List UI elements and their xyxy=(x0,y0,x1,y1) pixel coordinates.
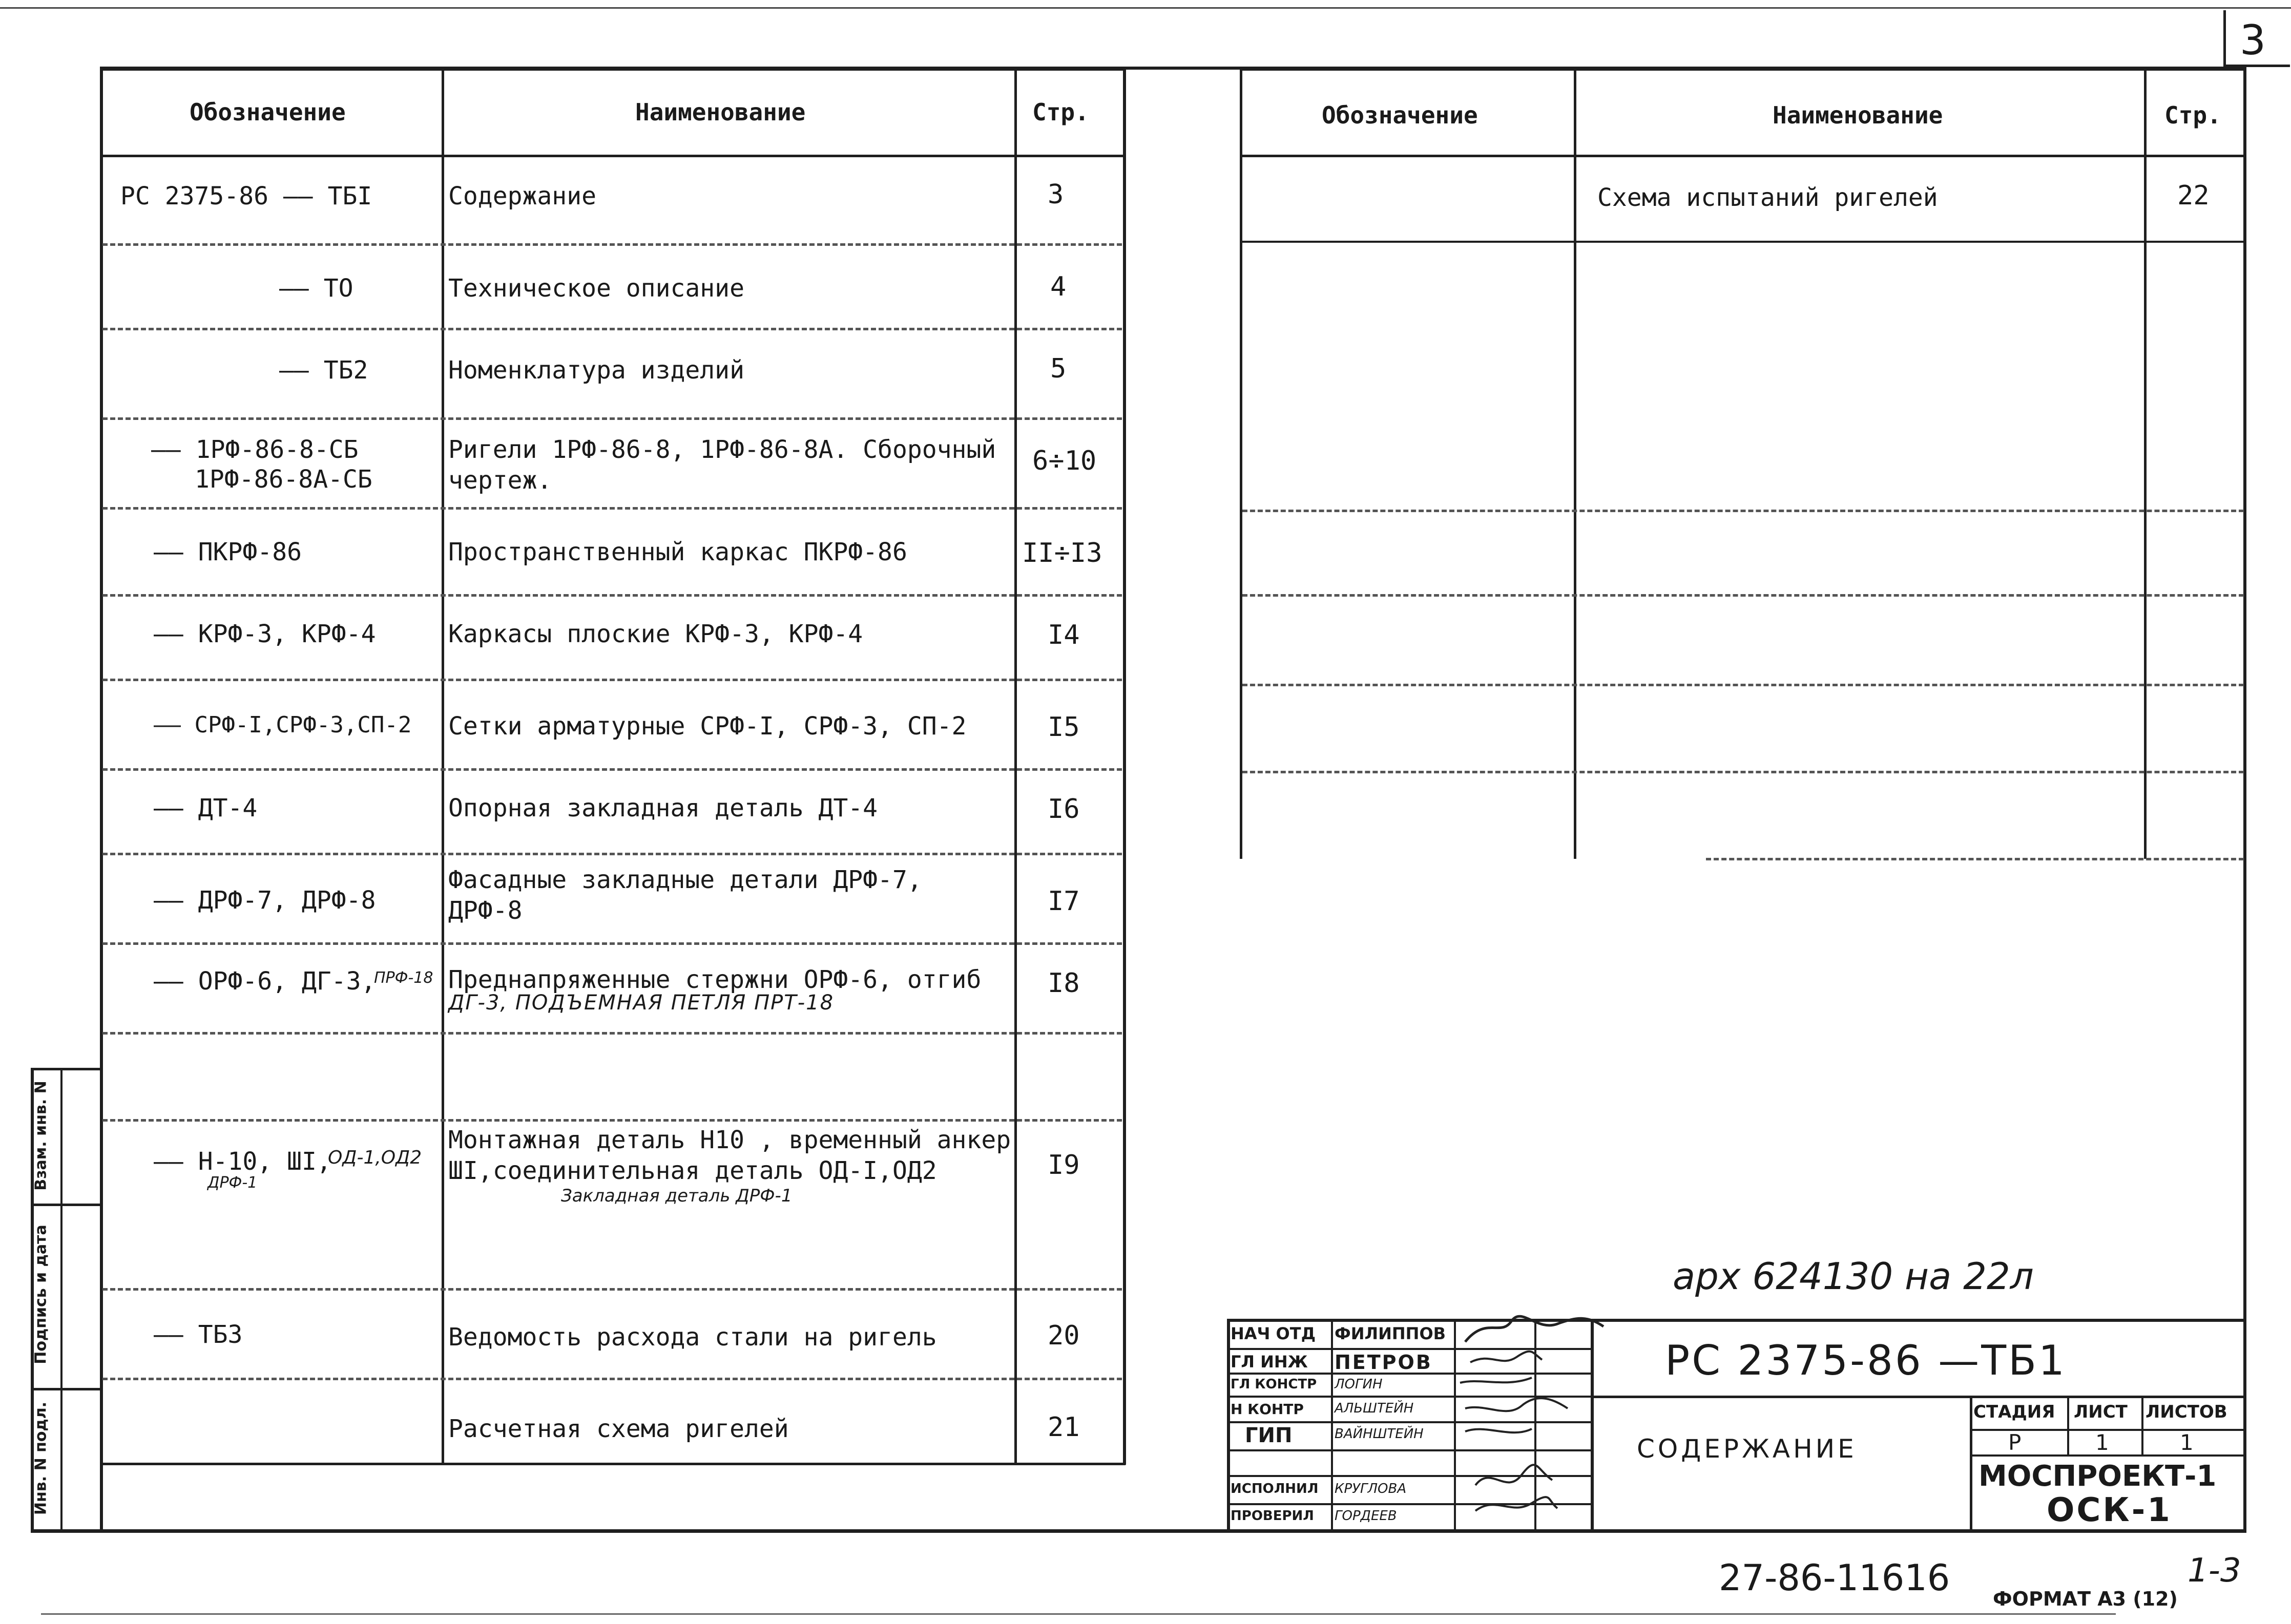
strip-label-inventory: Инв. N подл. xyxy=(32,1401,50,1515)
role-label: ГЛ ИНЖ xyxy=(1231,1352,1308,1372)
table-row-name-handwritten: ДГ-3, ПОДЪЕМНАЯ ПЕТЛЯ ПРТ-18 xyxy=(448,991,835,1015)
table-row-designation: —— ТО xyxy=(279,274,353,303)
table-row-name: Номенклатура изделий xyxy=(448,356,744,385)
table-row-designation-handwritten: ПРФ-18 xyxy=(374,969,433,987)
format-label: ФОРМАТ А3 (12) xyxy=(1993,1588,2178,1610)
corner-box-left xyxy=(2223,10,2226,67)
sheets-value: 1 xyxy=(2180,1430,2194,1455)
table-row-page: 3 xyxy=(1048,179,1064,210)
table-row-designation: —— Н-10, ШI, xyxy=(154,1147,331,1176)
table-row-name: Схема испытаний ригелей xyxy=(1597,183,1938,212)
role-name: ПЕТРОВ xyxy=(1335,1351,1432,1374)
table-row-designation: —— ПКРФ-86 xyxy=(154,538,302,566)
frame-left xyxy=(100,67,103,1531)
table-row-designation: —— ДТ-4 xyxy=(154,794,258,822)
role-name: ЛОГИН xyxy=(1335,1377,1383,1392)
table-row-designation-handwritten-2: ДРФ-1 xyxy=(207,1174,258,1192)
role-name: ВАЙНШТЕЙН xyxy=(1335,1426,1424,1442)
frame-right xyxy=(2243,67,2246,1531)
document-code: РС 2375-86 —ТБ1 xyxy=(1665,1337,2067,1384)
sheet-value: 1 xyxy=(2095,1430,2109,1455)
organization-name: МОСПРОЕКТ-1 xyxy=(1978,1460,2217,1493)
organization-department: ОСК-1 xyxy=(2047,1491,2172,1529)
table-row-name: Каркасы плоские КРФ-3, КРФ-4 xyxy=(448,620,863,648)
table-row-page: I5 xyxy=(1048,712,1080,743)
corner-sheet-number: 3 xyxy=(2240,16,2266,64)
table-row-page: 21 xyxy=(1048,1412,1080,1443)
table-row-designation-2: 1РФ-86-8А-СБ xyxy=(195,465,372,494)
table-row-name-2: ШI,соединительная деталь ОД-I,ОД2 xyxy=(448,1156,937,1185)
table-row-name: Расчетная схема ригелей xyxy=(448,1415,789,1443)
table-row-page: I8 xyxy=(1048,968,1080,999)
table-row-page: I4 xyxy=(1048,620,1080,650)
right-header-page: Стр. xyxy=(2164,101,2221,129)
role-name: ФИЛИППОВ xyxy=(1335,1324,1446,1343)
right-header-name: Наименование xyxy=(1773,101,1943,129)
role-label: ГИП xyxy=(1245,1424,1293,1447)
role-label: ИСПОЛНИЛ xyxy=(1231,1481,1319,1496)
table-row-designation: —— ТБ2 xyxy=(279,356,368,385)
signature-scribbles xyxy=(1455,1301,1619,1531)
table-row-name: Сетки арматурные СРФ-I, СРФ-3, СП-2 xyxy=(448,712,967,741)
left-header-designation: Обозначение xyxy=(190,98,346,126)
role-label: ГЛ КОНСТР xyxy=(1231,1377,1317,1392)
role-name: АЛЬШТЕЙН xyxy=(1335,1401,1414,1416)
document-title: СОДЕРЖАНИЕ xyxy=(1637,1434,1857,1464)
table-row-designation: РС 2375-86 —— ТБI xyxy=(120,182,372,210)
role-label: НАЧ ОТД xyxy=(1231,1324,1316,1343)
table-row-name: Техническое описание xyxy=(448,274,744,303)
table-row-designation: —— ОРФ-6, ДГ-3, xyxy=(154,967,376,996)
role-name: ГОРДЕЕВ xyxy=(1335,1508,1397,1524)
table-row-name-handwritten: Закладная деталь ДРФ-1 xyxy=(561,1186,793,1206)
role-label: ПРОВЕРИЛ xyxy=(1231,1508,1314,1524)
sheet-header: ЛИСТ xyxy=(2074,1402,2128,1422)
table-row-name: Монтажная деталь Н10 , временный анкер xyxy=(448,1126,1011,1154)
table-row-page: II÷I3 xyxy=(1022,538,1102,568)
table-row-designation: —— 1РФ-86-8-СБ xyxy=(151,435,359,464)
table-row-page: 5 xyxy=(1050,353,1067,384)
table-row-page: 4 xyxy=(1050,271,1067,302)
table-row-name: Пространственный каркас ПКРФ-86 xyxy=(448,538,907,566)
table-row-name: Опорная закладная деталь ДТ-4 xyxy=(448,794,878,822)
table-row-name: Ведомость расхода стали на ригель xyxy=(448,1323,937,1352)
table-row-designation: —— КРФ-3, КРФ-4 xyxy=(154,620,376,648)
stage-header: СТАДИЯ xyxy=(1973,1402,2055,1422)
table-row-designation-handwritten: ОД-1,ОД2 xyxy=(328,1147,422,1168)
table-row-page: 6÷10 xyxy=(1032,446,1097,476)
table-row-name-2: чертеж. xyxy=(448,466,552,495)
table-row-name-2: ДРФ-8 xyxy=(448,896,523,925)
table-row-designation: —— ТБЗ xyxy=(154,1320,243,1349)
table-row-designation: —— СРФ-I,СРФ-3,СП-2 xyxy=(154,712,412,738)
left-header-name: Наименование xyxy=(635,98,806,126)
archive-note: арх 624130 на 22л xyxy=(1673,1255,2034,1298)
right-header-designation: Обозначение xyxy=(1322,101,1478,129)
table-row-name: Фасадные закладные детали ДРФ-7, xyxy=(448,866,922,894)
table-row-name: Содержание xyxy=(448,182,596,210)
table-row-page: 22 xyxy=(2177,180,2210,211)
inventory-number: 27-86-11616 xyxy=(1719,1557,1950,1599)
strip-label-signature: Подпись и дата xyxy=(32,1225,50,1364)
table-row-page: I6 xyxy=(1048,794,1080,825)
role-label: Н КОНТР xyxy=(1231,1401,1304,1418)
table-row-page: I9 xyxy=(1048,1150,1080,1180)
sheet-mark: 1-3 xyxy=(2188,1552,2241,1590)
strip-label-replace: Взам. инв. N xyxy=(32,1081,50,1191)
sheet-top-edge xyxy=(0,7,2291,9)
sheet-bottom-edge xyxy=(41,1613,2116,1615)
table-row-name: Ригели 1РФ-86-8, 1РФ-86-8А. Сборочный xyxy=(448,435,996,464)
sheets-header: ЛИСТОВ xyxy=(2146,1402,2227,1422)
corner-box-bottom xyxy=(2223,65,2290,67)
table-row-page: I7 xyxy=(1048,886,1080,917)
role-name: КРУГЛОВА xyxy=(1335,1481,1407,1496)
frame-bottom xyxy=(31,1529,2246,1533)
table-row-designation: —— ДРФ-7, ДРФ-8 xyxy=(154,886,376,915)
table-row-name: Преднапряженные стержни ОРФ-6, отгиб xyxy=(448,965,982,994)
left-header-page: Стр. xyxy=(1032,98,1089,126)
stage-value: Р xyxy=(2008,1430,2022,1455)
table-row-page: 20 xyxy=(1048,1320,1080,1351)
